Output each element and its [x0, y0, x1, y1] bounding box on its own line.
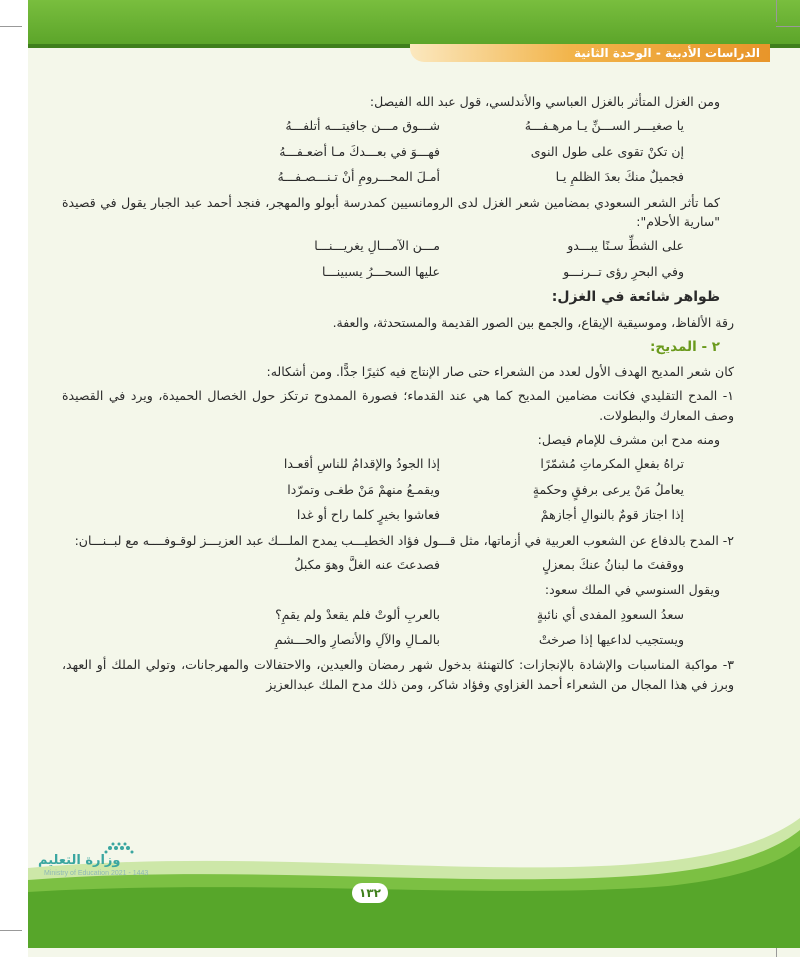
- romantic-influence-paragraph: كما تأثر الشعر السعودي بمضامين شعر الغزل لدى الرومانسيين كمدرسة أبولو والمهجر، فنجد أحمد عبد الجبار يقول في قصيدة "سارية الأحلام":: [62, 194, 720, 229]
- verse-first-hemistich: يا صغيـــر الســـنِّ يـا مرهـفـــهُ: [524, 118, 684, 134]
- verse-first-hemistich: ووقفتَ ما لبنانُ عنكَ بمعزلٍ: [542, 556, 684, 572]
- verse-first-hemistich: إذا اجتاز قومٌ بالنوالِ أجازهمْ: [540, 507, 684, 523]
- verses-fuad-alkhatib: [62, 555, 734, 574]
- header-title: الدراسات الأدبية - الوحدة الثانية: [573, 46, 760, 60]
- verse-first-hemistich: تراهُ بفعلِ المكرماتِ مُشمّرًا: [540, 456, 684, 472]
- verse-first-hemistich: إن تكنْ تقوى على طول النوى: [530, 143, 684, 159]
- crop-mark: [0, 26, 22, 27]
- defense-madih-paragraph: ٢- المدح بالدفاع عن الشعوب العربية في أزماتها، مثل قـــول فؤاد الخطيـــب يمدح الملـــك عبد العزيـــز لوقـوفــــه مع لبــنـــان:: [74, 532, 734, 548]
- verse-line: [62, 505, 734, 524]
- verse-line: [62, 555, 734, 574]
- top-green-bar: [28, 0, 800, 44]
- verses-ahmad-abduljabbar: [62, 236, 734, 281]
- verse-line: [62, 236, 734, 255]
- senussi-intro: ويقول السنوسي في الملك سعود:: [544, 582, 720, 598]
- verse-second-hemistich: ويقمـعُ منهمْ مَنْ طغـى وتمرّدا: [287, 481, 440, 497]
- traditional-madih-paragraph: ١- المدح التقليدي فكانت مضامين المديح كما هي عند القدماء؛ فصورة الممدوح ترتكز حول الخصال الحميدة، ويرد في القصيدة وصف المعارك والبطولات.: [62, 388, 734, 423]
- verse-first-hemistich: ويستجيب لداعيها إذا صرختْ: [538, 632, 684, 648]
- verses-ibn-musharraf: [62, 454, 734, 524]
- verse-line: [62, 630, 734, 649]
- section-heading-madih: ٢ - المديح:: [650, 339, 720, 356]
- verse-line: [62, 167, 734, 186]
- intro-paragraph: ومن الغزل المتأثر بالغزل العباسي والأندلسي، قول عبد الله الفيصل:: [369, 94, 720, 109]
- verse-second-hemistich: إذا الجودُ والإقدامُ للناسِ أقعـدا: [283, 456, 440, 472]
- section-heading-ghazal-features: ظواهر شائعة في الغزل:: [551, 289, 720, 305]
- verses-abdullah-alfaisal: [62, 116, 734, 186]
- verse-line: [62, 605, 734, 624]
- occasions-paragraph: ٣- مواكبة المناسبات والإشادة بالإنجازات: كالتهنئة بدخول شهر رمضان والعيدين، والاحتفالات والمهرجانات، وتولي الملك أو العهد، وبرز في هذا المجال من الشعراء أحمد الغزاوي وفؤاد شاكر، ومن ذلك مدح الملك عبدالعزيز: [62, 657, 734, 692]
- verse-second-hemistich: فعاشوا بخيرٍ كلما راح أو غدا: [296, 507, 440, 523]
- verse-line: [62, 116, 734, 135]
- verses-senussi: [62, 605, 734, 650]
- verse-first-hemistich: فجميلٌ منكَ بعدَ الظلمِ يـا: [555, 169, 684, 185]
- crop-mark: [776, 0, 777, 22]
- crop-mark: [0, 930, 22, 931]
- verse-second-hemistich: فصدعتَ عنه الغلَّ وهوَ مكبلُ: [294, 556, 440, 572]
- verse-first-hemistich: وفي البحرِ رؤى تــرنـــو: [563, 263, 684, 279]
- verse-second-hemistich: بالمـالِ والآلِ والأنصارِ والحـــشمِ: [274, 632, 440, 648]
- crop-mark: [776, 26, 800, 27]
- madih-intro-paragraph: كان شعر المديح الهدف الأول لعدد من الشعراء حتى صار الإنتاج فيه كثيرًا جدًّا. ومن أشكاله:: [266, 363, 734, 379]
- verse-first-hemistich: على الشطِّ سـنًا يبـــدو: [567, 238, 684, 254]
- ministry-logo-subtitle: Ministry of Education 2021 - 1443: [44, 870, 149, 877]
- verse-line: [62, 454, 734, 473]
- verse-second-hemistich: عليها السحـــرُ يسبينـــا: [321, 263, 440, 279]
- verse-line: [62, 480, 734, 499]
- page-content: [62, 92, 734, 699]
- verse-line: [62, 262, 734, 281]
- ibn-musharraf-intro: ومنه مدح ابن مشرف للإمام فيصل:: [537, 432, 720, 448]
- verse-second-hemistich: شـــوق مـــن جافيتـــه أتلفـــهُ: [285, 118, 440, 134]
- ministry-logo-text: وزارة التعليم: [38, 853, 121, 868]
- verse-first-hemistich: يعاملُ مَنْ يرعى برفقٍ وحكمةٍ: [532, 481, 684, 497]
- verse-second-hemistich: أمـلَ المحـــرومِ أنْ تـنـــصـفـــهُ: [277, 169, 440, 185]
- verse-second-hemistich: فهـــوَ في بعـــدكَ مـا أضعـفـــهُ: [279, 143, 440, 159]
- verse-line: [62, 142, 734, 161]
- verse-second-hemistich: بالعربِ ألوتْ فلم يقعدْ ولم يقمِ؟: [275, 606, 440, 622]
- ghazal-features-paragraph: رقة الألفاظ، وموسيقية الإيقاع، والجمع بين الصور القديمة والمستحدثة، والعفة.: [332, 314, 734, 330]
- verse-first-hemistich: سعدُ السعودِ المفدى أي نائبةٍ: [536, 606, 684, 622]
- page-number: ١٣٢: [352, 883, 388, 903]
- verse-second-hemistich: مـــن الآمـــالِ يغريـــنـــا: [314, 238, 440, 254]
